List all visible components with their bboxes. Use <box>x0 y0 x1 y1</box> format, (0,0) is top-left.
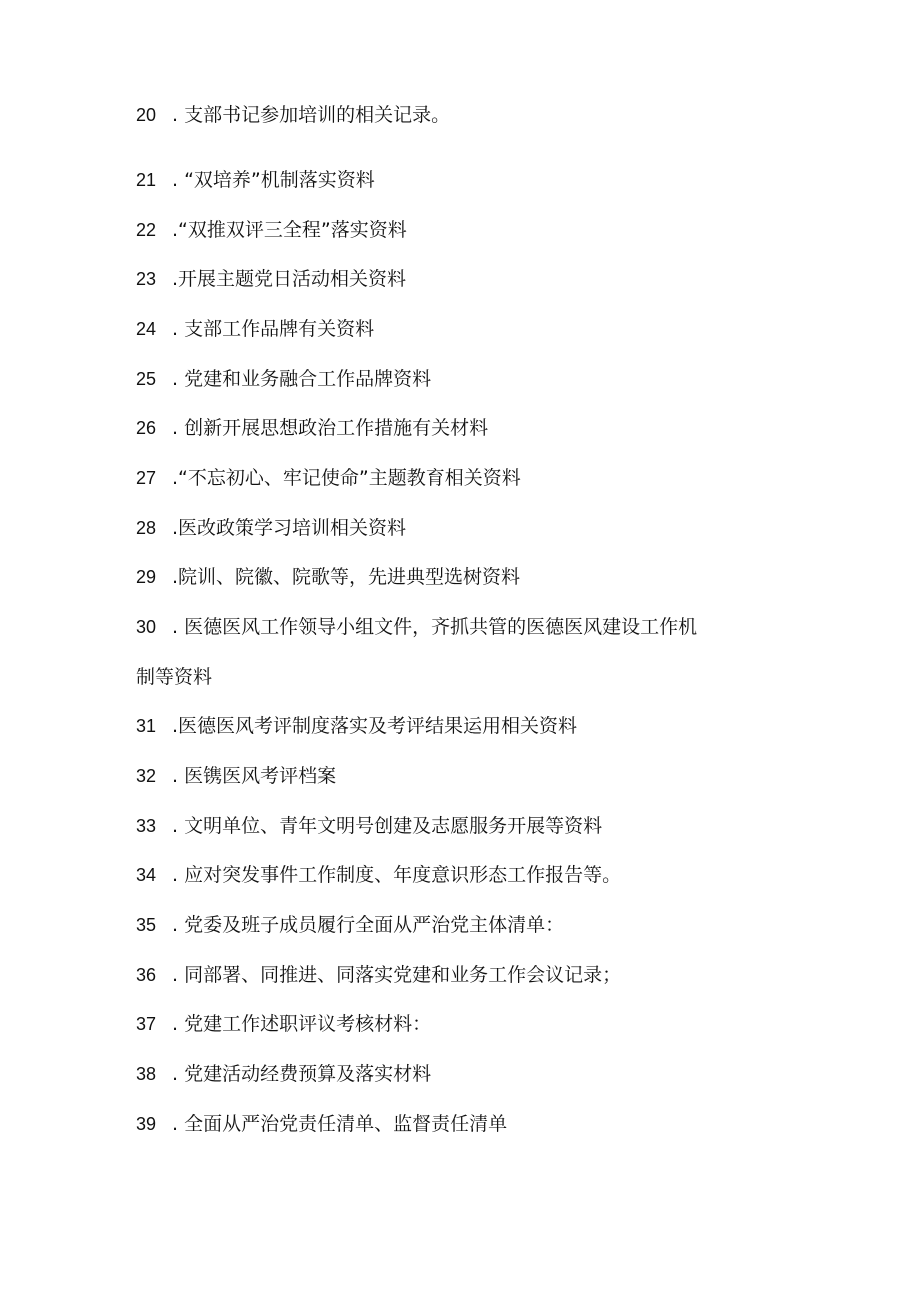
item-text: . 应对突发事件工作制度、年度意识形态工作报告等。 <box>172 864 622 886</box>
item-number: 24 <box>136 319 157 339</box>
list-item <box>136 415 796 441</box>
item-text: . 创新开展思想政治工作措施有关材料 <box>172 417 489 439</box>
item-number: 23 <box>136 269 157 289</box>
list-item <box>136 465 796 491</box>
list-item <box>136 862 796 888</box>
item-number: 30 <box>136 617 157 637</box>
list-item <box>136 912 796 938</box>
item-number: 35 <box>136 915 157 935</box>
item-text: . 党建工作述职评议考核材料： <box>172 1013 432 1035</box>
list-item <box>136 1011 796 1037</box>
item-text: .“双推双评三全程”落实资料 <box>172 219 407 241</box>
item-text: . 全面从严治党责任清单、监督责任清单 <box>172 1113 508 1135</box>
item-number: 36 <box>136 965 157 985</box>
item-number: 33 <box>136 816 157 836</box>
item-number: 39 <box>136 1114 157 1134</box>
item-text: .开展主题党日活动相关资料 <box>172 268 407 290</box>
item-text: . 支部工作品牌有关资料 <box>172 318 375 340</box>
list-item <box>136 564 796 590</box>
list-item <box>136 813 796 839</box>
item-number: 28 <box>136 518 157 538</box>
list-item <box>136 713 796 739</box>
item-text: .医德医风考评制度落实及考评结果运用相关资料 <box>172 715 578 737</box>
item-number: 20 <box>136 105 157 125</box>
list-item <box>136 316 796 342</box>
item-text: . 文明单位、青年文明号创建及志愿服务开展等资料 <box>172 815 603 837</box>
item-text: . 党建和业务融合工作品牌资料 <box>172 368 432 390</box>
list-item <box>136 167 796 193</box>
item-number: 22 <box>136 220 157 240</box>
list-item <box>136 366 796 392</box>
item-number: 21 <box>136 170 157 190</box>
item-number: 31 <box>136 716 157 736</box>
item-text: . 医德医风工作领导小组文件，齐抓共管的医德医风建设工作机 <box>172 616 698 638</box>
item-number: 38 <box>136 1064 157 1084</box>
item-number: 25 <box>136 369 157 389</box>
list-item <box>136 763 796 789</box>
list-item <box>136 102 796 128</box>
item-text: .院训、院徽、院歌等，先进典型选树资料 <box>172 566 521 588</box>
item-text: .医改政策学习培训相关资料 <box>172 517 407 539</box>
item-text: . 同部署、同推进、同落实党建和业务工作会议记录； <box>172 964 622 986</box>
item-text: .“不忘初心、牢记使命”主题教育相关资料 <box>172 467 521 489</box>
item-number: 34 <box>136 865 157 885</box>
list-item <box>136 266 796 292</box>
item-number: 26 <box>136 418 157 438</box>
item-text: . 支部书记参加培训的相关记录。 <box>172 104 451 126</box>
list-item <box>136 217 796 243</box>
item-number: 32 <box>136 766 157 786</box>
item-text: . “双培养”机制落实资料 <box>172 169 375 191</box>
item-text: . 医镌医风考评档案 <box>172 765 337 787</box>
item-number: 37 <box>136 1014 157 1034</box>
list-item <box>136 1061 796 1087</box>
item-number: 27 <box>136 468 157 488</box>
list-item <box>136 1111 796 1137</box>
item-text: . 党建活动经费预算及落实材料 <box>172 1063 432 1085</box>
list-item <box>136 515 796 541</box>
item-text-continuation: 制等资料 <box>136 666 213 688</box>
list-item <box>136 962 796 988</box>
item-number: 29 <box>136 567 157 587</box>
list-item <box>136 614 796 640</box>
item-text: . 党委及班子成员履行全面从严治党主体清单： <box>172 914 565 936</box>
